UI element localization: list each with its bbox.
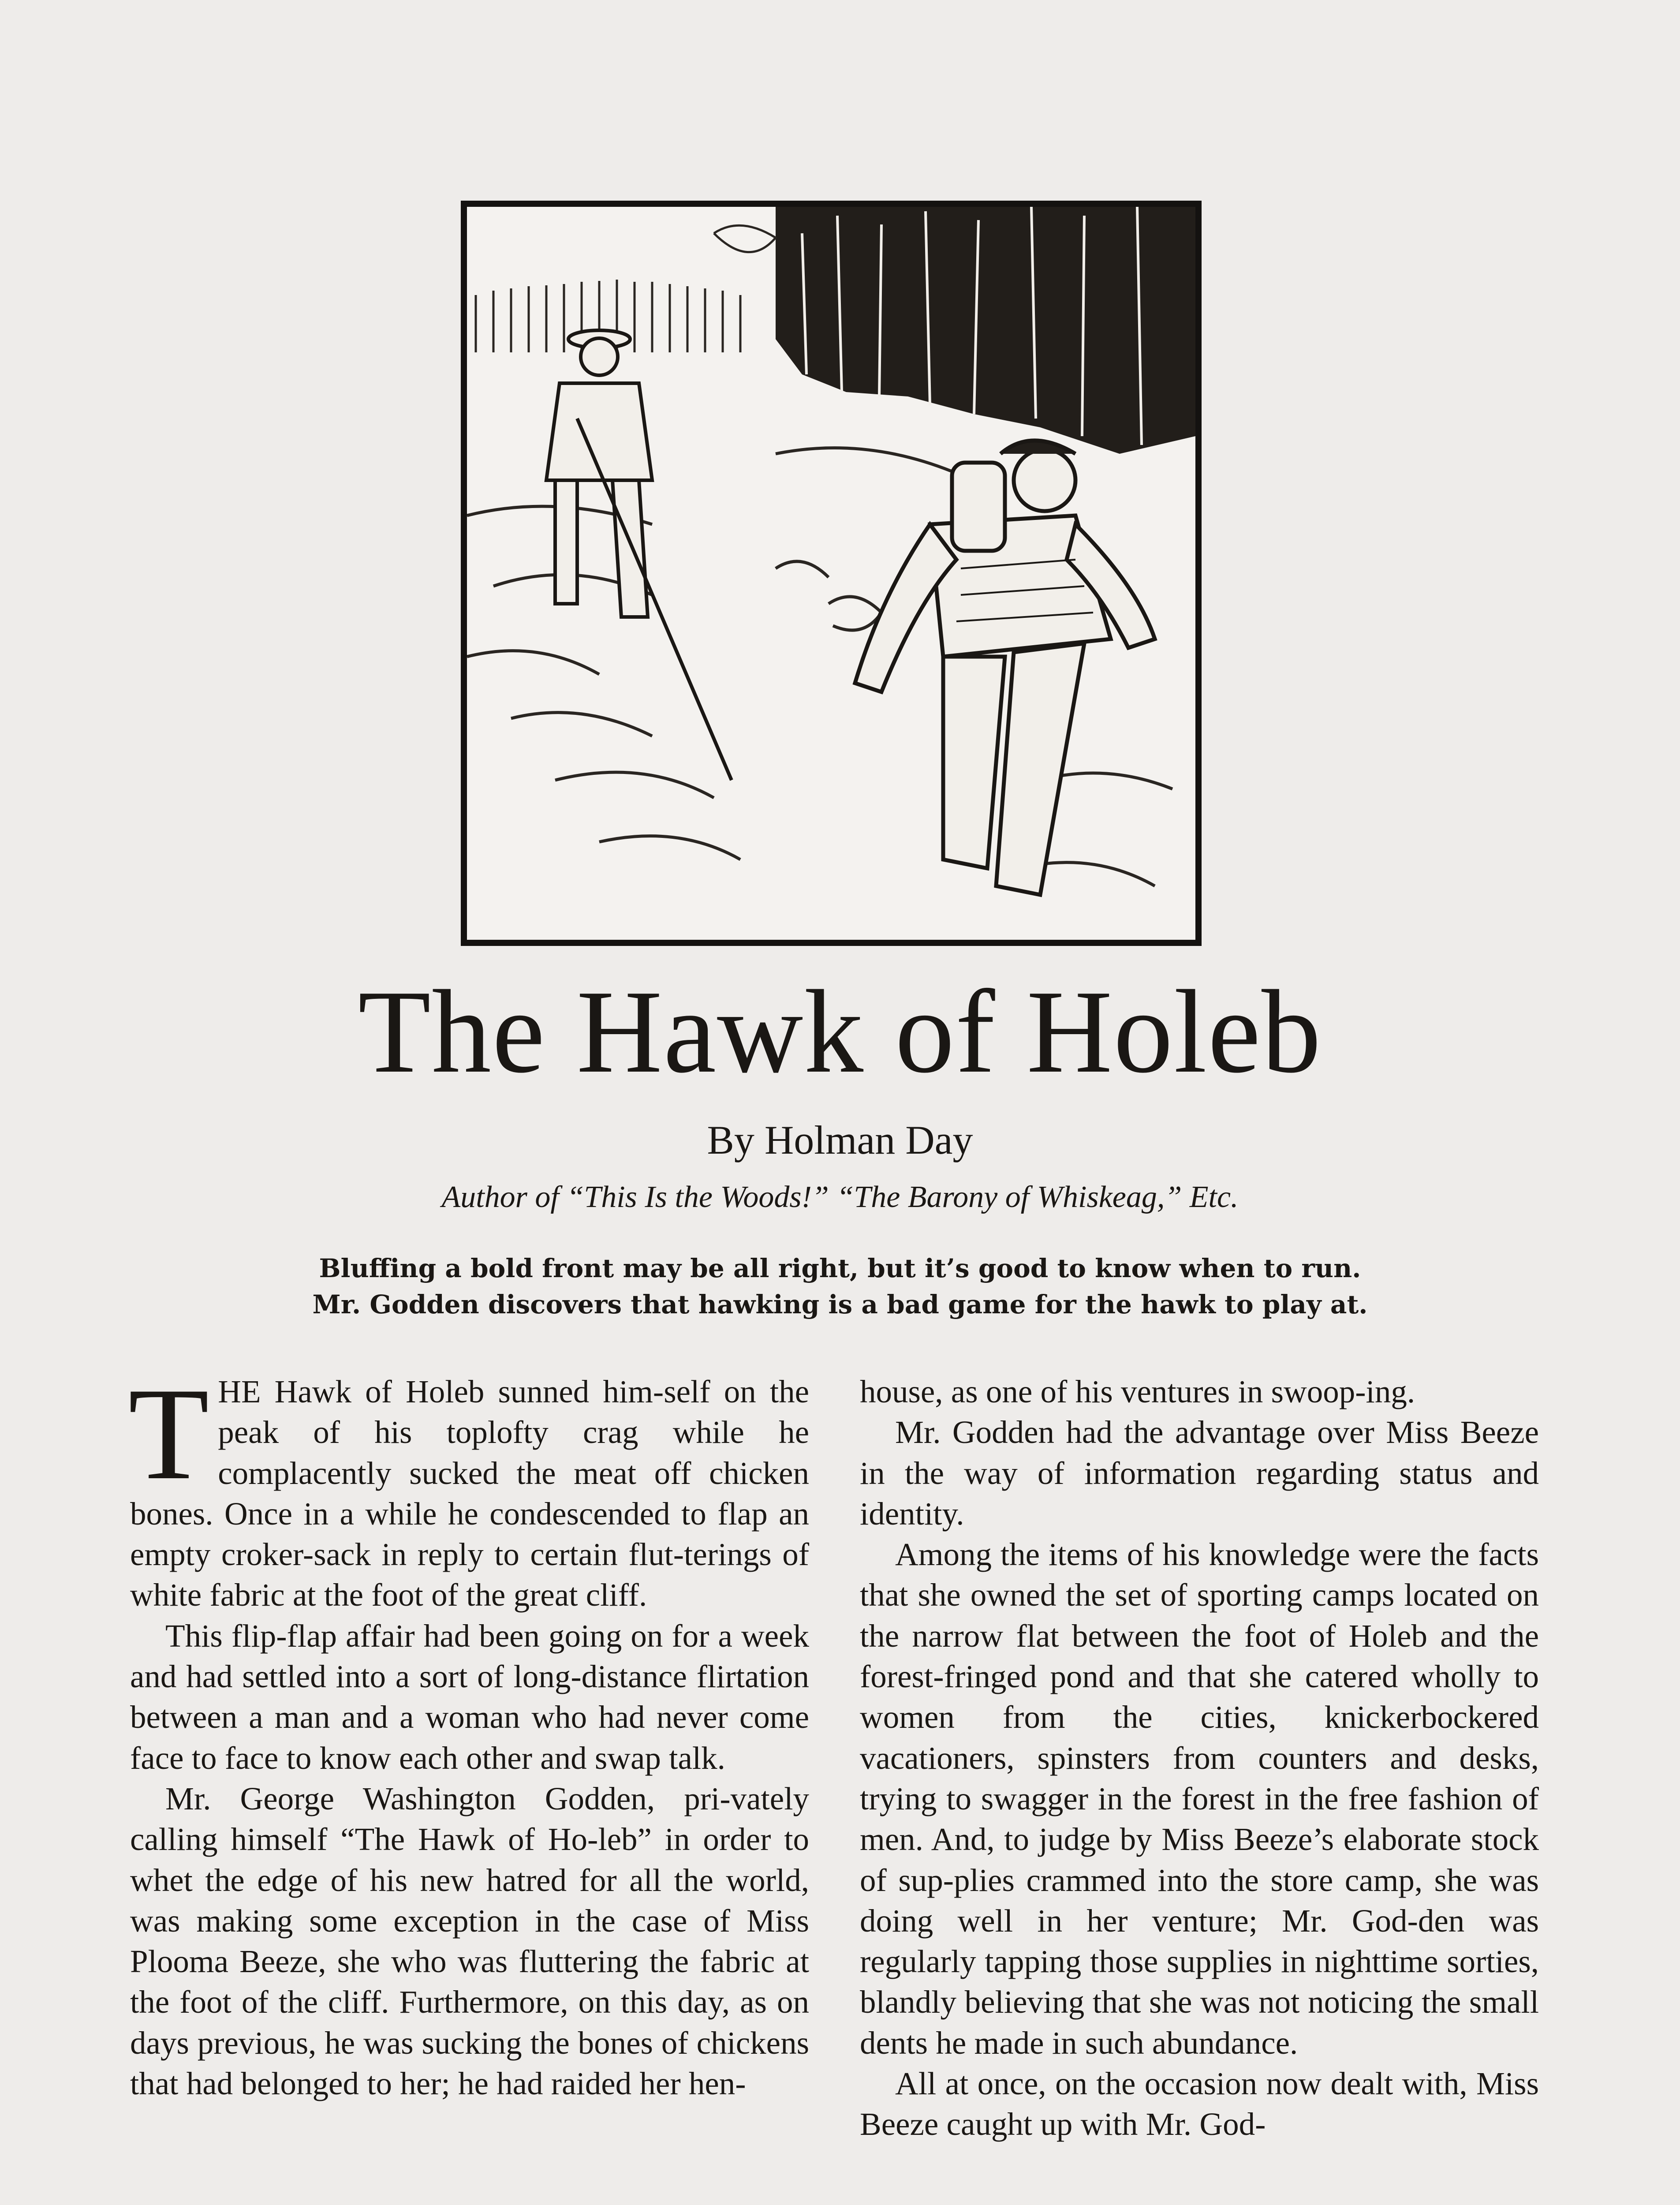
- byline: By Holman Day: [707, 1117, 973, 1162]
- paragraph: HE Hawk of Holeb sunned him-self on the peak of his toplofty crag while he complacently sucked the meat off chicken bones. Once in a while he condescended to flap an empty croker-sack in reply to certain flut-terings of white fabric at the foot of the great cliff.: [130, 1374, 809, 1613]
- paragraph: This flip-flap affair had been going on for a week and had settled into a sort of long-distance flirtation between a man and a woman who had never come face to face to know each other and swap talk.: [130, 1618, 809, 1776]
- body-column-right: [860, 1372, 1539, 2145]
- paragraph: house, as one of his ventures in swoop-ing.: [860, 1374, 1415, 1409]
- paragraph: All at once, on the occasion now dealt with, Miss Beeze caught up with Mr. God-: [860, 2066, 1539, 2142]
- paragraph: Mr. George Washington Godden, pri-vately calling himself “The Hawk of Ho-leb” in order to whet the edge of his new hatred for all the world, was making some exception in the case of Miss Plooma Beeze, she who was fluttering the fabric at the foot of the cliff. Furthermore, on this day, as on days previous, he was sucking the bones of chickens that had belonged to her; he had raided her hen-: [130, 1780, 809, 2102]
- article-title: The Hawk of Holeb: [358, 966, 1322, 1098]
- blurb-line: Mr. Godden discovers that hawking is a bad game for the hawk to play at.: [312, 1289, 1368, 1319]
- body-column-left: [128, 1360, 809, 2104]
- woodsmen-chase-illustration: [461, 201, 1202, 946]
- drop-cap: T: [128, 1360, 209, 1507]
- paragraph: Among the items of his knowledge were the facts that she owned the set of sporting camps located on the narrow flat between the foot of Holeb and the forest-fringed pond and that she catered wholly to women from the cities, knickerbockered vacationers, spinsters from counters and desks, trying to swagger in the forest in the free fashion of men. And, to judge by Miss Beeze’s elaborate stock of sup-plies crammed into the store camp, she was doing well in her venture; Mr. God-den was regularly tapping those supplies in nighttime sorties, blandly believing that she was not noticing the small dents he made in such abundance.: [860, 1536, 1539, 2061]
- blurb-line: Bluffing a bold front may be all right, but it’s good to know when to run.: [319, 1253, 1361, 1283]
- illustration-drawing: [467, 207, 1195, 940]
- paragraph: Mr. Godden had the advantage over Miss Beeze in the way of information regarding status and identity.: [860, 1414, 1539, 1532]
- article-blurb: [0, 1250, 1680, 1323]
- author-credits: Author of “This Is the Woods!” “The Barony of Whiskeag,” Etc.: [441, 1180, 1239, 1214]
